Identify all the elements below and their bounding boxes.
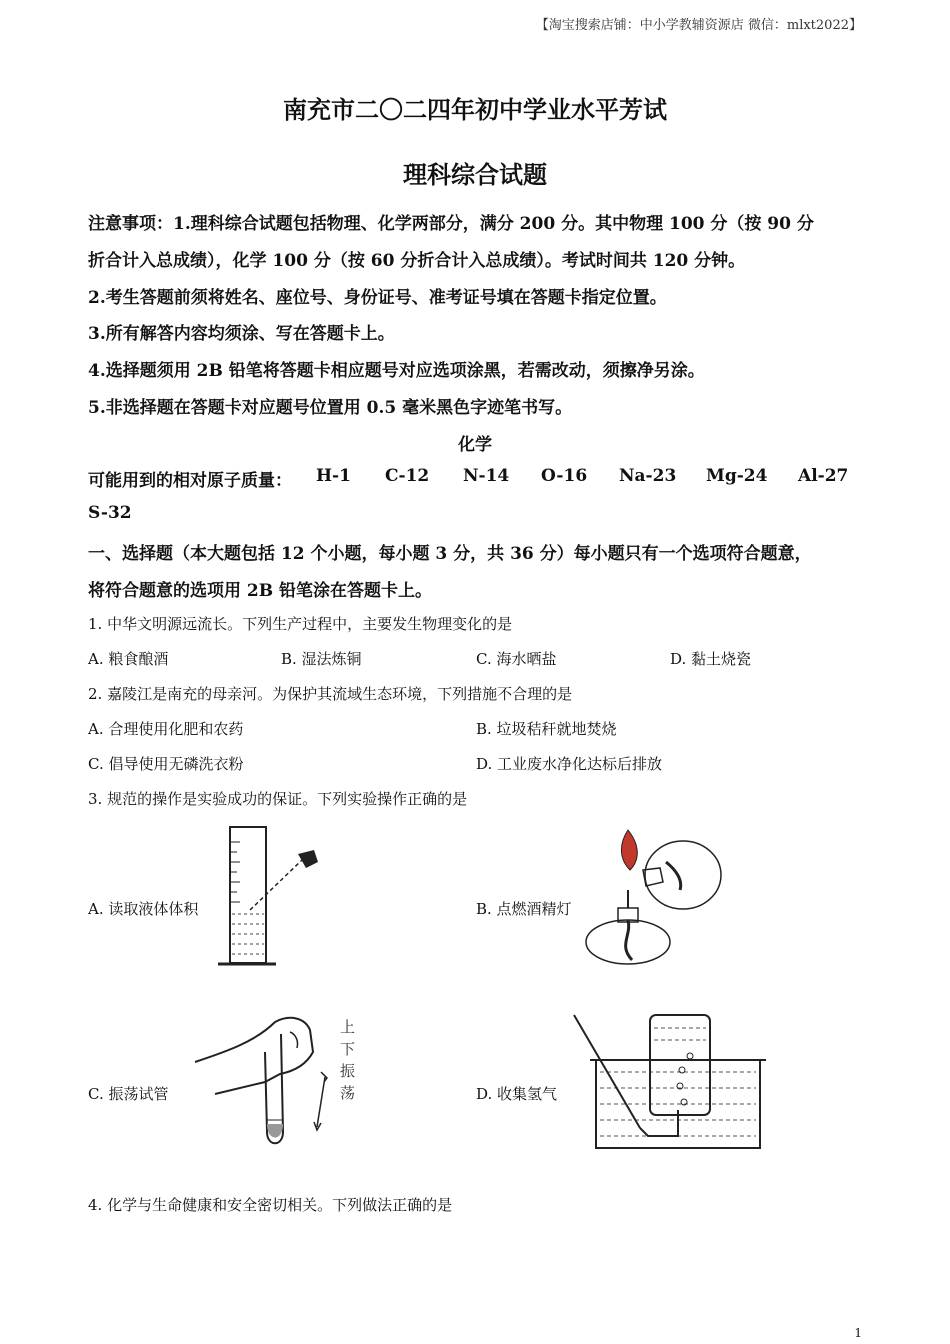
q3-option-c: C. 振荡试管 bbox=[88, 1085, 169, 1103]
q2-option-d: D. 工业废水净化达标后排放 bbox=[476, 755, 663, 773]
part1-instructions-1: 一、选择题（本大题包括 12 个小题，每小题 3 分，共 36 分）每小题只有一个选项符合题意， bbox=[88, 544, 812, 564]
notes-line-6: 5.非选择题在答题卡对应题号位置用 0.5 毫米黑色字迹笔书写。 bbox=[88, 398, 573, 418]
exam-title: 南充市二〇二四年初中学业水平芳试 bbox=[283, 95, 667, 124]
hydrogen-collection-figure bbox=[570, 1010, 785, 1155]
q1-option-a: A. 粮食酿酒 bbox=[88, 650, 169, 668]
atomic-mass-h: H-1 bbox=[316, 466, 351, 486]
section-label: 化学 bbox=[458, 435, 492, 455]
fig-text-xia: 下 bbox=[340, 1040, 356, 1058]
atomic-mass-s: S-32 bbox=[88, 503, 132, 523]
atomic-mass-label: 可能用到的相对原子质量： bbox=[88, 471, 292, 491]
q2-option-c: C. 倡导使用无磷洗衣粉 bbox=[88, 755, 244, 773]
q3-stem: 3. 规范的操作是实验成功的保证。下列实验操作正确的是 bbox=[88, 790, 468, 808]
notes-line-4: 3.所有解答内容均须涂、写在答题卡上。 bbox=[88, 324, 395, 344]
q3-option-d: D. 收集氢气 bbox=[476, 1085, 558, 1103]
notes-line-1: 注意事项：1.理科综合试题包括物理、化学两部分，满分 200 分。其中物理 100 分（按 90 分 bbox=[88, 214, 814, 234]
q2-option-a: A. 合理使用化肥和农药 bbox=[88, 720, 244, 738]
notes-line-2: 折合计入总成绩），化学 100 分（按 60 分折合计入总成绩）。考试时间共 120 分钟。 bbox=[88, 251, 746, 271]
q4-stem: 4. 化学与生命健康和安全密切相关。下列做法正确的是 bbox=[88, 1196, 453, 1214]
atomic-mass-na: Na-23 bbox=[619, 466, 677, 486]
atomic-mass-al: Al-27 bbox=[798, 466, 849, 486]
header-shop-note: 【淘宝搜索店铺：中小学教辅资源店 微信：mlxt2022】 bbox=[535, 18, 862, 33]
fig-text-shang: 上 bbox=[340, 1018, 356, 1036]
notes-line-5: 4.选择题须用 2B 铅笔将答题卡相应题号对应选项涂黑，若需改动，须擦净另涂。 bbox=[88, 361, 705, 381]
q1-stem: 1. 中华文明源远流长。下列生产过程中，主要发生物理变化的是 bbox=[88, 615, 513, 633]
q3-option-b: B. 点燃酒精灯 bbox=[476, 900, 572, 918]
atomic-mass-o: O-16 bbox=[541, 466, 588, 486]
alcohol-lamp-figure bbox=[588, 820, 728, 970]
fig-text-zhen: 振 bbox=[340, 1062, 356, 1080]
q2-option-b: B. 垃圾秸秆就地焚烧 bbox=[476, 720, 617, 738]
atomic-mass-mg: Mg-24 bbox=[706, 466, 768, 486]
atomic-mass-c: C-12 bbox=[385, 466, 430, 486]
part1-instructions-2: 将符合题意的选项用 2B 铅笔涂在答题卡上。 bbox=[88, 581, 433, 601]
page-number: 1 bbox=[854, 1326, 862, 1340]
fig-text-dang: 荡 bbox=[340, 1084, 356, 1102]
atomic-mass-n: N-14 bbox=[463, 466, 510, 486]
graduated-cylinder-figure bbox=[210, 822, 340, 972]
notes-line-3: 2.考生答题前须将姓名、座位号、身份证号、准考证号填在答题卡指定位置。 bbox=[88, 288, 667, 308]
q1-option-d: D. 黏土烧瓷 bbox=[670, 650, 752, 668]
q2-stem: 2. 嘉陵江是南充的母亲河。为保护其流域生态环境，下列措施不合理的是 bbox=[88, 685, 573, 703]
exam-subtitle: 理科综合试题 bbox=[403, 160, 547, 189]
q1-option-b: B. 湿法炼铜 bbox=[281, 650, 362, 668]
q1-option-c: C. 海水晒盐 bbox=[476, 650, 557, 668]
q3-option-a: A. 读取液体体积 bbox=[88, 900, 199, 918]
test-tube-shaking-figure bbox=[195, 1012, 365, 1152]
